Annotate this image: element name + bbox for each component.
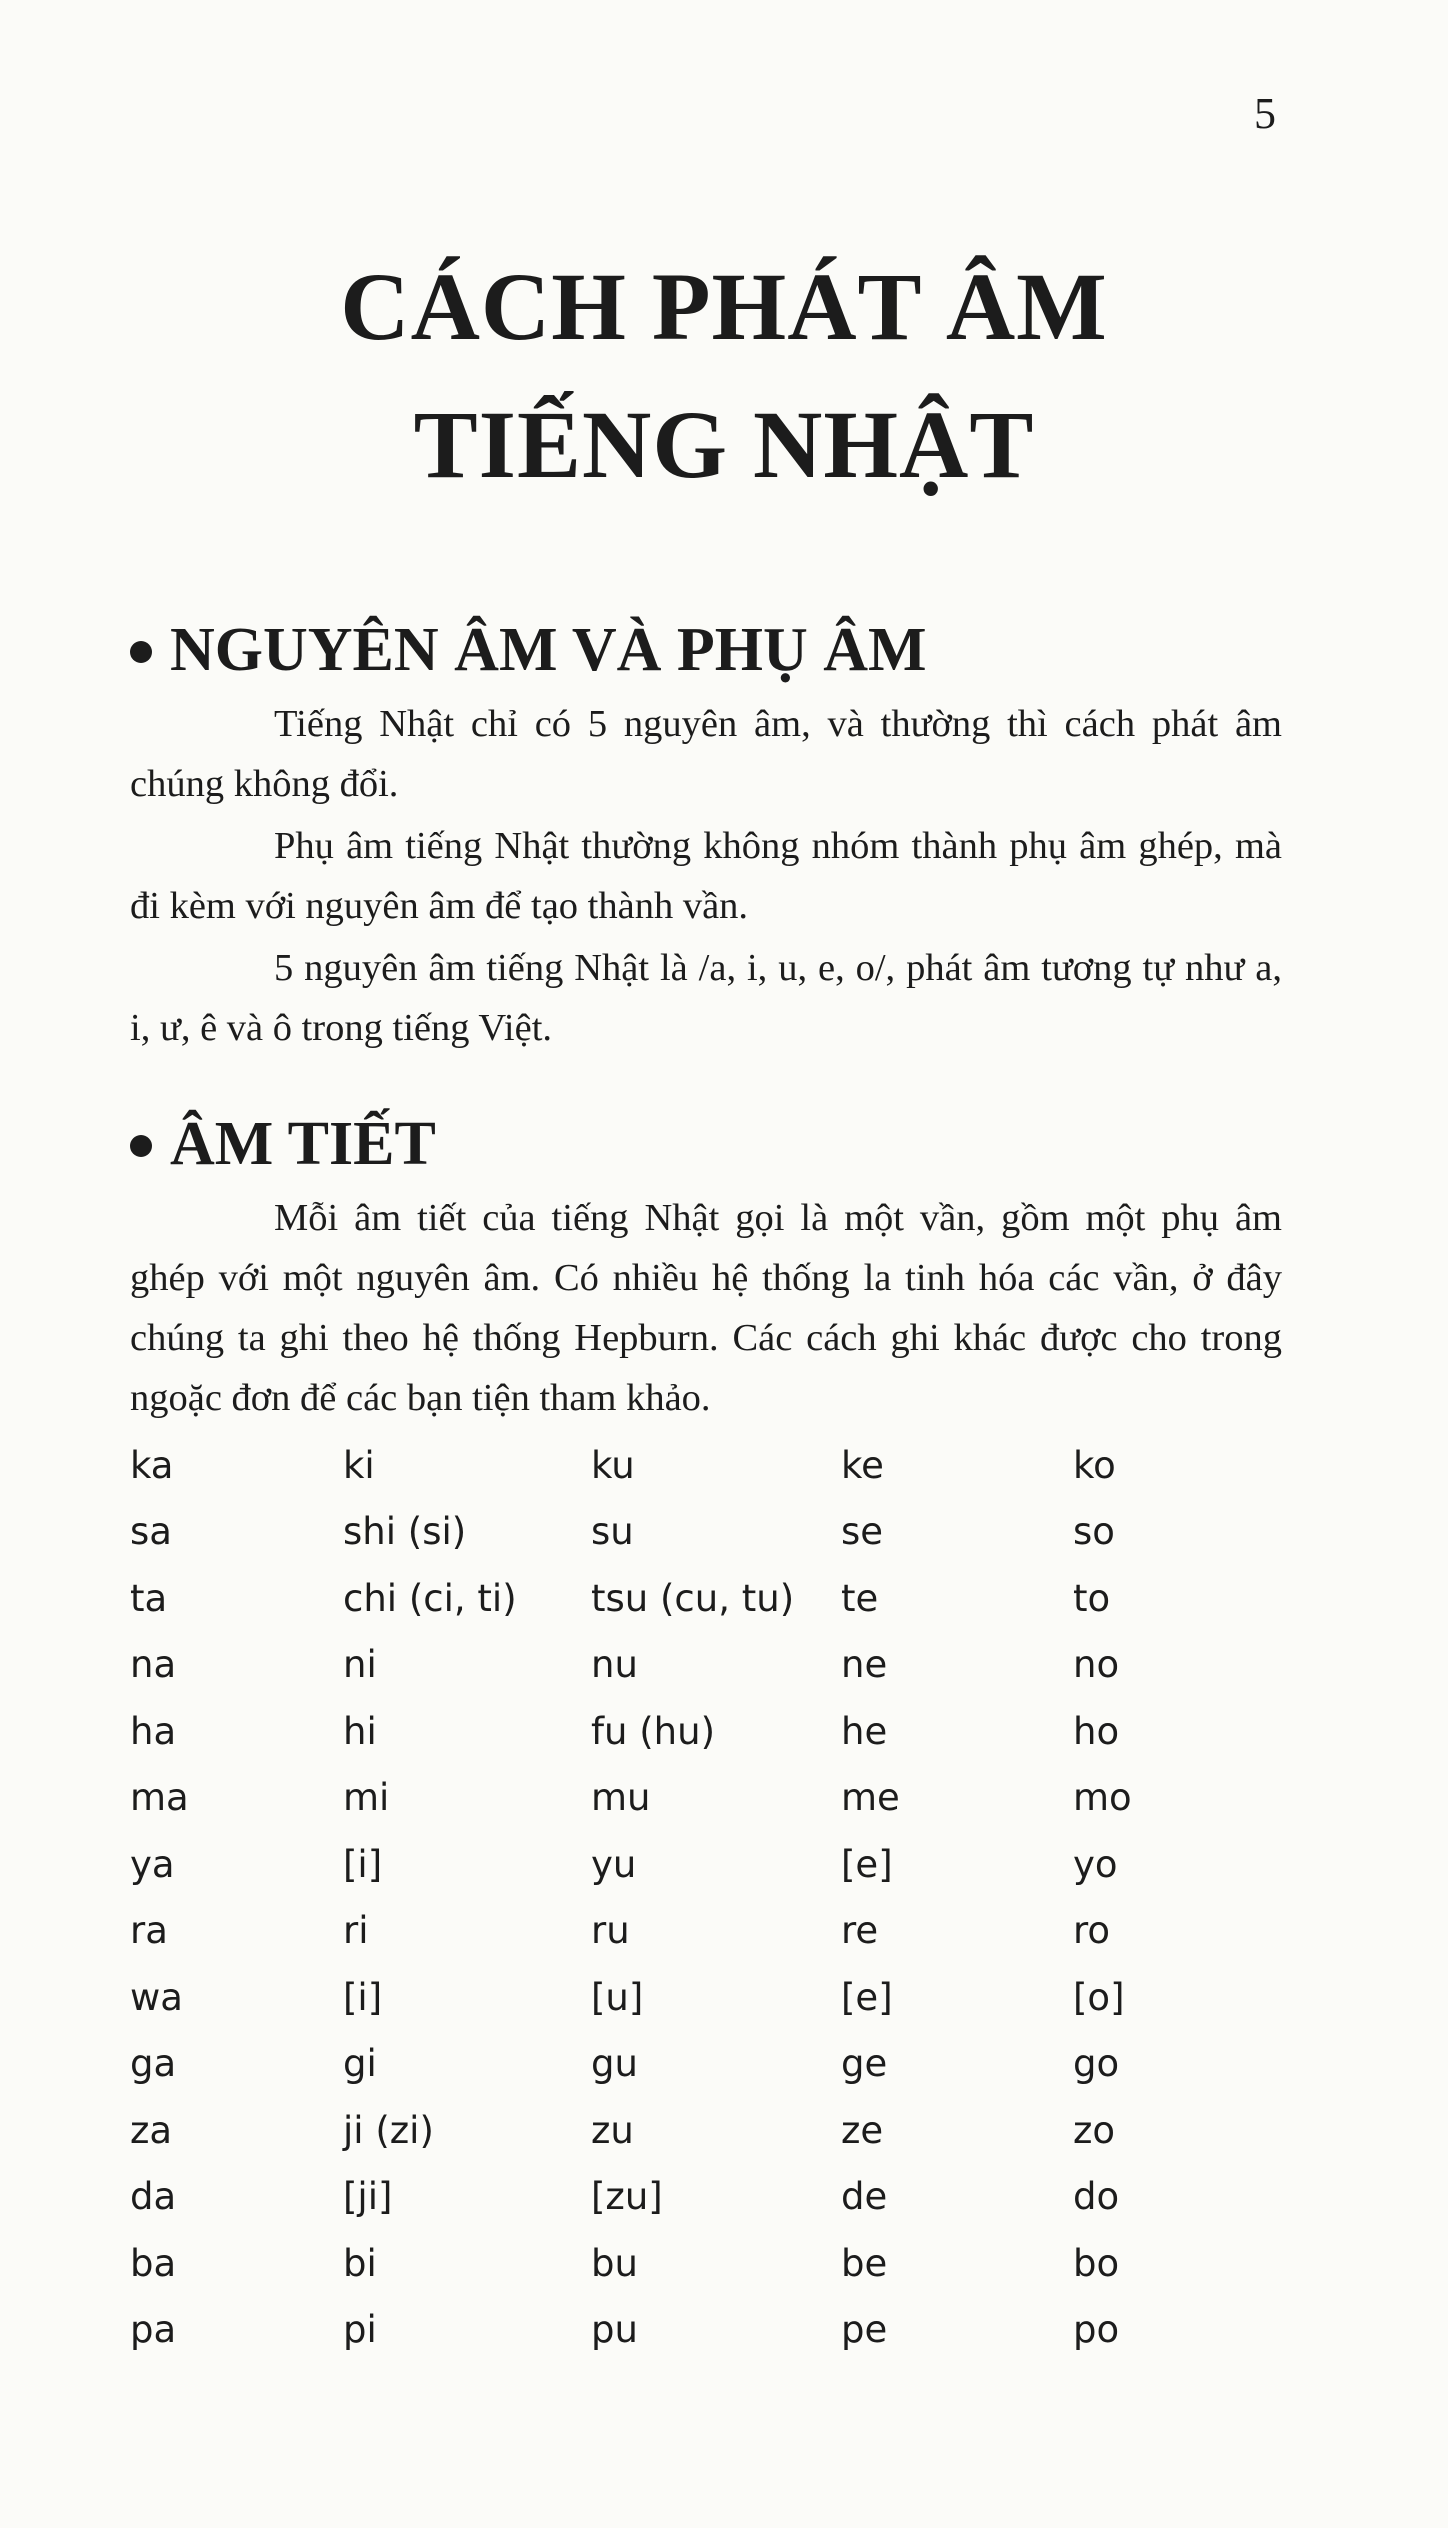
table-cell: pe xyxy=(841,2308,888,2352)
page-title-line-2: TIẾNG NHẬT xyxy=(413,391,1035,498)
table-cell: hi xyxy=(343,1709,377,1753)
table-cell: no xyxy=(1073,1643,1120,1687)
section-heading-vowels-consonants xyxy=(130,610,927,690)
table-cell: ne xyxy=(841,1643,888,1687)
syllable-table-body xyxy=(130,1432,1223,2363)
table-cell: su xyxy=(591,1510,634,1554)
table-cell: so xyxy=(1073,1510,1115,1554)
table-cell: sa xyxy=(130,1510,172,1554)
table-cell: to xyxy=(1073,1576,1111,1620)
table-cell: be xyxy=(841,2241,888,2285)
table-cell: da xyxy=(130,2175,177,2219)
table-cell: ya xyxy=(130,1842,175,1886)
table-cell: mu xyxy=(591,1776,651,1820)
table-cell: ho xyxy=(1073,1709,1120,1753)
table-cell: [ji] xyxy=(343,2175,393,2219)
section-heading-text: ÂM TIẾT xyxy=(170,1110,436,1178)
table-cell: [zu] xyxy=(591,2175,663,2219)
table-cell: ji (zi) xyxy=(343,2108,434,2152)
table-cell: se xyxy=(841,1510,884,1554)
table-cell: tsu (cu, tu) xyxy=(591,1576,795,1620)
table-cell: yu xyxy=(591,1842,637,1886)
table-row xyxy=(130,2164,1223,2231)
table-cell: [o] xyxy=(1073,1975,1125,2019)
table-row xyxy=(130,1698,1223,1765)
table-cell: mi xyxy=(343,1776,390,1820)
table-cell: ku xyxy=(591,1443,635,1487)
table-cell: [e] xyxy=(841,1842,893,1886)
table-cell: zu xyxy=(591,2108,634,2152)
table-cell: ta xyxy=(130,1576,168,1620)
table-row xyxy=(130,2097,1223,2164)
syllable-table xyxy=(130,1432,1223,2363)
table-row xyxy=(130,1898,1223,1965)
page-title-line-1: CÁCH PHÁT ÂM xyxy=(340,253,1108,360)
table-cell: ro xyxy=(1073,1909,1111,1953)
table-cell: yo xyxy=(1073,1842,1118,1886)
table-cell: re xyxy=(841,1909,879,1953)
table-cell: ko xyxy=(1073,1443,1116,1487)
table-cell: he xyxy=(841,1709,888,1753)
table-cell: gi xyxy=(343,2042,377,2086)
table-cell: shi (si) xyxy=(343,1510,467,1554)
table-cell: wa xyxy=(130,1975,183,2019)
table-cell: ma xyxy=(130,1776,189,1820)
table-row xyxy=(130,2031,1223,2098)
table-cell: ha xyxy=(130,1709,177,1753)
table-cell: [i] xyxy=(343,1842,383,1886)
table-cell: za xyxy=(130,2108,173,2152)
page-title xyxy=(0,238,1448,514)
bullet-icon xyxy=(130,641,152,663)
table-cell: gu xyxy=(591,2042,638,2086)
bullet-icon xyxy=(130,1135,152,1157)
page-number: 5 xyxy=(1254,89,1276,138)
table-cell: chi (ci, ti) xyxy=(343,1576,517,1620)
table-cell: ru xyxy=(591,1909,630,1953)
table-cell: bu xyxy=(591,2241,638,2285)
paragraph: Phụ âm tiếng Nhật thường không nhóm thành phụ âm ghép, mà đi kèm với nguyên âm để tạo thành vần. xyxy=(130,825,1282,927)
table-cell: [u] xyxy=(591,1975,644,2019)
table-row xyxy=(130,1499,1223,1566)
table-row xyxy=(130,2230,1223,2297)
table-cell: de xyxy=(841,2175,888,2219)
table-cell: te xyxy=(841,1576,879,1620)
table-cell: ze xyxy=(841,2108,884,2152)
table-row xyxy=(130,1432,1223,1499)
table-cell: pa xyxy=(130,2308,177,2352)
table-cell: ka xyxy=(130,1443,174,1487)
table-cell: ge xyxy=(841,2042,888,2086)
table-cell: ki xyxy=(343,1443,375,1487)
table-row xyxy=(130,1565,1223,1632)
table-cell: po xyxy=(1073,2308,1120,2352)
section-heading-text: NGUYÊN ÂM VÀ PHỤ ÂM xyxy=(170,616,927,684)
table-row xyxy=(130,1831,1223,1898)
paragraph: Tiếng Nhật chỉ có 5 nguyên âm, và thường thì cách phát âm chúng không đổi. xyxy=(130,703,1282,805)
table-cell: ba xyxy=(130,2241,177,2285)
paragraph: Mỗi âm tiết của tiếng Nhật gọi là một vần, gồm một phụ âm ghép với một nguyên âm. Có nhiều hệ thống la tinh hóa các vần, ở đây chúng ta ghi theo hệ thống Hepburn. Các cách ghi khác được cho trong ngoặc đơn để các bạn tiện tham khảo. xyxy=(130,1197,1282,1419)
table-row xyxy=(130,2297,1223,2364)
table-cell: ni xyxy=(343,1643,377,1687)
section-heading-syllables xyxy=(130,1104,436,1184)
table-cell: do xyxy=(1073,2175,1120,2219)
table-cell: pi xyxy=(343,2308,377,2352)
table-cell: na xyxy=(130,1643,177,1687)
table-row xyxy=(130,1964,1223,2031)
table-cell: ri xyxy=(343,1909,369,1953)
table-cell: pu xyxy=(591,2308,638,2352)
table-cell: bi xyxy=(343,2241,377,2285)
table-cell: me xyxy=(841,1776,900,1820)
table-cell: ke xyxy=(841,1443,884,1487)
table-cell: mo xyxy=(1073,1776,1132,1820)
table-cell: fu (hu) xyxy=(591,1709,716,1753)
table-row xyxy=(130,1632,1223,1699)
table-cell: [e] xyxy=(841,1975,893,2019)
table-cell: ga xyxy=(130,2042,177,2086)
table-cell: zo xyxy=(1073,2108,1116,2152)
table-cell: go xyxy=(1073,2042,1120,2086)
table-row xyxy=(130,1765,1223,1832)
table-cell: bo xyxy=(1073,2241,1120,2285)
table-cell: [i] xyxy=(343,1975,383,2019)
paragraph: 5 nguyên âm tiếng Nhật là /a, i, u, e, o/, phát âm tương tự như a, i, ư, ê và ô trong tiếng Việt. xyxy=(130,947,1282,1049)
table-cell: ra xyxy=(130,1909,168,1953)
table-cell: nu xyxy=(591,1643,638,1687)
